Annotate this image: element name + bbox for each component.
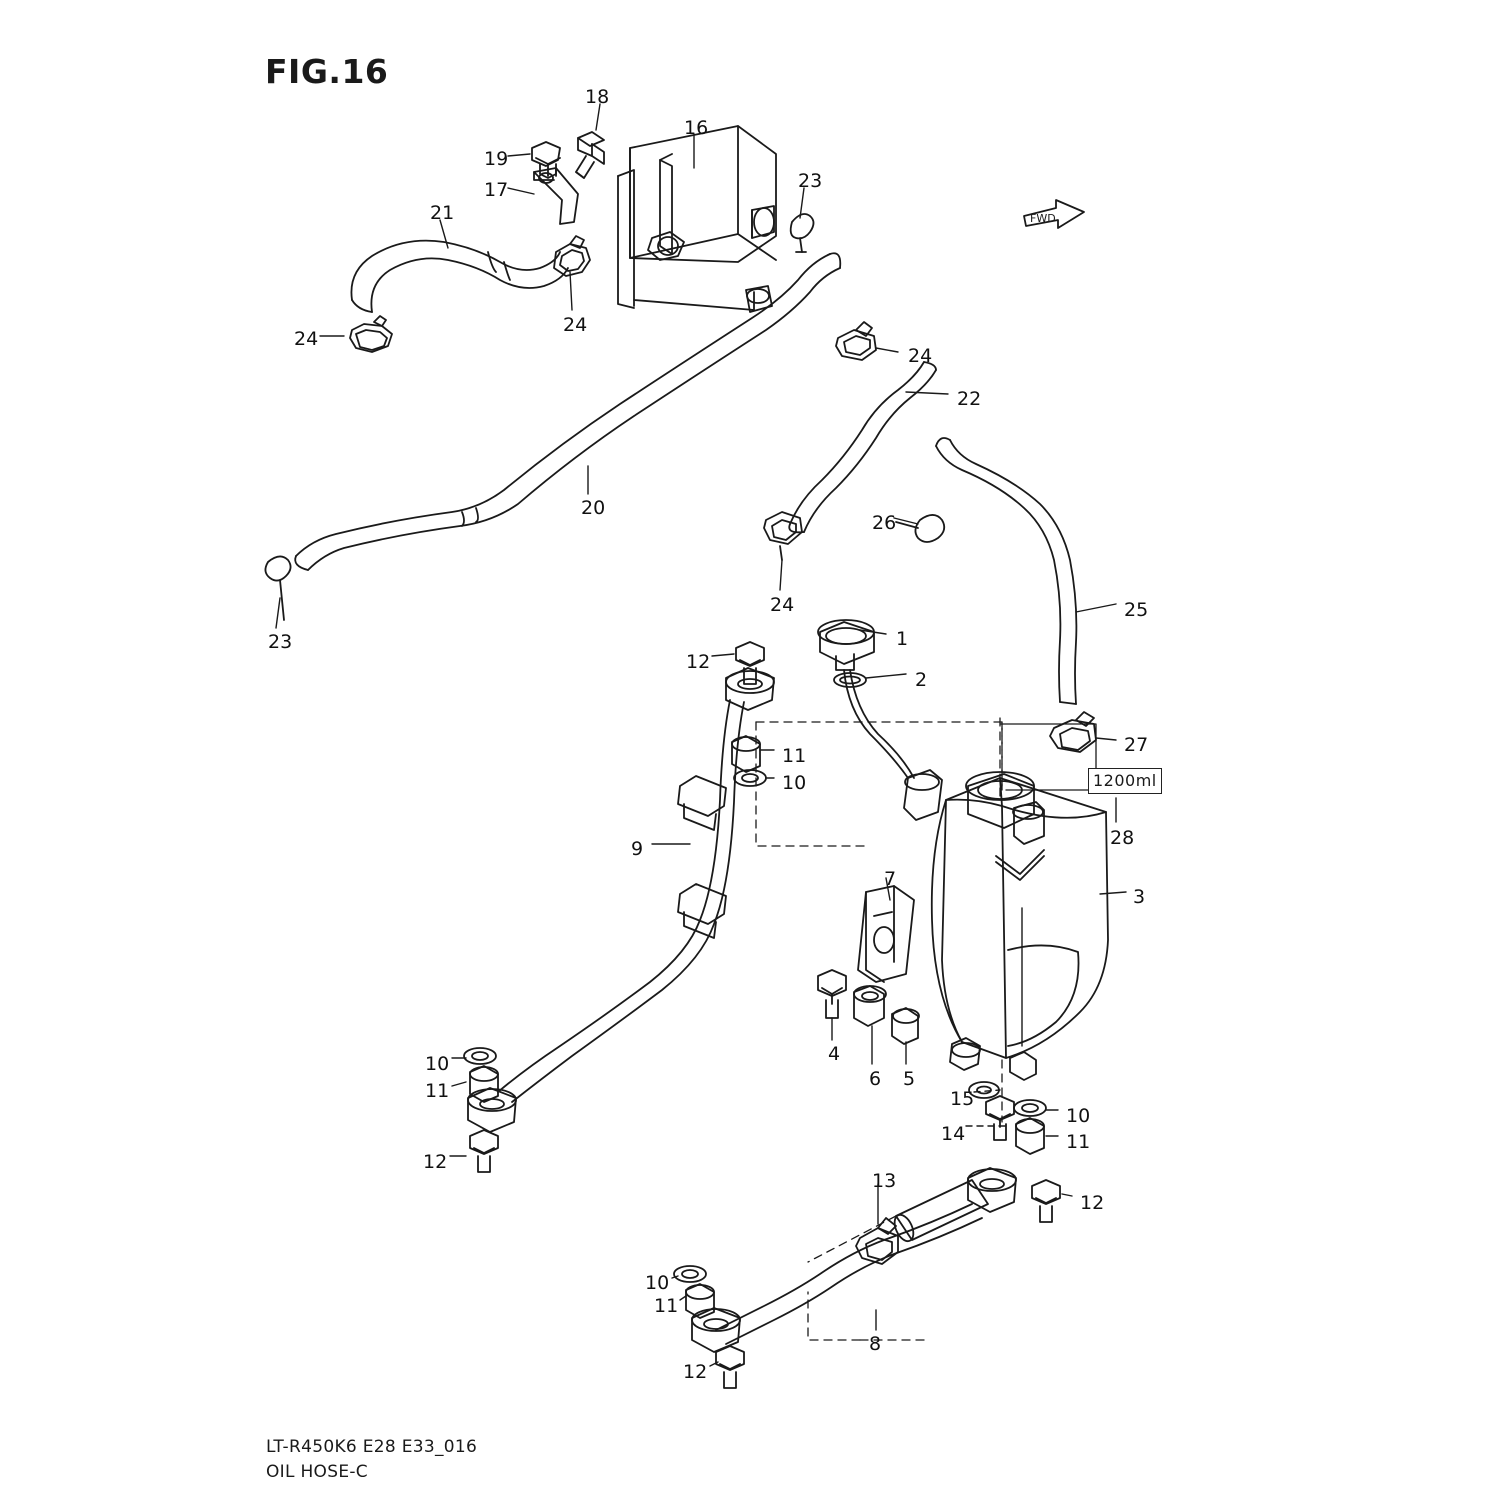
callout-24c: 24 xyxy=(908,345,933,367)
callout-14: 14 xyxy=(941,1123,966,1145)
bracket-17 xyxy=(534,168,578,224)
canister-16 xyxy=(630,126,776,262)
hose-9 xyxy=(468,668,774,1132)
construction-lines xyxy=(756,718,1002,1340)
callout-11b: 11 xyxy=(425,1080,450,1102)
callout-10a: 10 xyxy=(782,772,807,794)
oil-tank-3 xyxy=(932,772,1108,1080)
spacer-11-left xyxy=(470,1066,498,1102)
callout-5: 5 xyxy=(903,1068,916,1090)
callout-11c: 11 xyxy=(1066,1131,1091,1153)
figure-footer-code: LT-R450K6 E28 E33_016 xyxy=(266,1437,478,1457)
callout-26: 26 xyxy=(872,512,897,534)
bolt-12-top xyxy=(736,642,764,684)
callout-12b: 12 xyxy=(423,1151,448,1173)
callout-2: 2 xyxy=(915,669,928,691)
callout-12d: 12 xyxy=(683,1361,708,1383)
hose-20 xyxy=(295,253,840,570)
callout-4: 4 xyxy=(828,1043,841,1065)
callout-10d: 10 xyxy=(645,1272,670,1294)
bolt-14 xyxy=(986,1096,1014,1140)
clamp-24-canister xyxy=(554,236,590,276)
fwd-arrow-icon xyxy=(1022,198,1086,242)
bolt-4 xyxy=(818,970,846,1018)
clamp-24-hose22-top xyxy=(836,322,876,360)
hose-21 xyxy=(351,241,568,312)
clamp-24-hose22-bottom xyxy=(764,512,802,560)
hose-8 xyxy=(692,1168,1016,1355)
callout-23b: 23 xyxy=(268,631,293,653)
callout-20: 20 xyxy=(581,497,606,519)
spacer-11-bottom xyxy=(686,1284,714,1318)
figure-title: FIG.16 xyxy=(265,52,389,91)
callout-7: 7 xyxy=(884,868,897,890)
callout-8: 8 xyxy=(869,1333,882,1355)
callout-17: 17 xyxy=(484,179,509,201)
washer-10-top xyxy=(734,770,766,786)
bolt-12-left xyxy=(470,1130,498,1172)
washer-10-tank xyxy=(1014,1100,1046,1116)
callout-11a: 11 xyxy=(782,745,807,767)
callout-18: 18 xyxy=(585,86,610,108)
callout-3: 3 xyxy=(1133,886,1146,908)
callout-24d: 24 xyxy=(770,594,795,616)
dipstick-1 xyxy=(818,620,942,820)
capacity-label: 1200ml xyxy=(1088,768,1162,794)
callout-12c: 12 xyxy=(1080,1192,1105,1214)
svg-text:FWD: FWD xyxy=(1030,212,1056,225)
callout-24b: 24 xyxy=(563,314,588,336)
figure-footer-name: OIL HOSE-C xyxy=(266,1462,368,1482)
bolt-12-right xyxy=(1032,1180,1060,1222)
callout-6: 6 xyxy=(869,1068,882,1090)
callout-12a: 12 xyxy=(686,651,711,673)
bolt-12-bottom xyxy=(716,1346,744,1388)
callout-9: 9 xyxy=(631,838,644,860)
bracket-7 xyxy=(858,886,914,982)
callout-27: 27 xyxy=(1124,734,1149,756)
callout-16: 16 xyxy=(684,117,709,139)
bolt-18 xyxy=(576,132,604,178)
callout-10b: 10 xyxy=(425,1053,450,1075)
washer-10-left xyxy=(464,1048,496,1064)
callout-21: 21 xyxy=(430,202,455,224)
callout-13: 13 xyxy=(872,1170,897,1192)
grommet-6 xyxy=(854,986,886,1026)
callout-25: 25 xyxy=(1124,599,1149,621)
spacer-11-tank xyxy=(1016,1118,1044,1154)
plug-23-top xyxy=(791,214,814,252)
callout-22: 22 xyxy=(957,388,982,410)
washer-10-bottom xyxy=(674,1266,706,1282)
plug-26 xyxy=(896,515,944,542)
callout-23a: 23 xyxy=(798,170,823,192)
callout-1: 1 xyxy=(896,628,909,650)
hose-22 xyxy=(789,362,936,532)
callout-10c: 10 xyxy=(1066,1105,1091,1127)
leader-lines xyxy=(276,104,1126,1366)
callout-19: 19 xyxy=(484,148,509,170)
callout-24a: 24 xyxy=(294,328,319,350)
spacer-5 xyxy=(892,1008,919,1044)
callout-15: 15 xyxy=(950,1088,975,1110)
callout-28: 28 xyxy=(1110,827,1135,849)
clamp-27 xyxy=(1050,712,1096,752)
callout-11d: 11 xyxy=(654,1295,679,1317)
hose-25 xyxy=(936,438,1076,704)
clamp-24-left xyxy=(350,316,392,352)
